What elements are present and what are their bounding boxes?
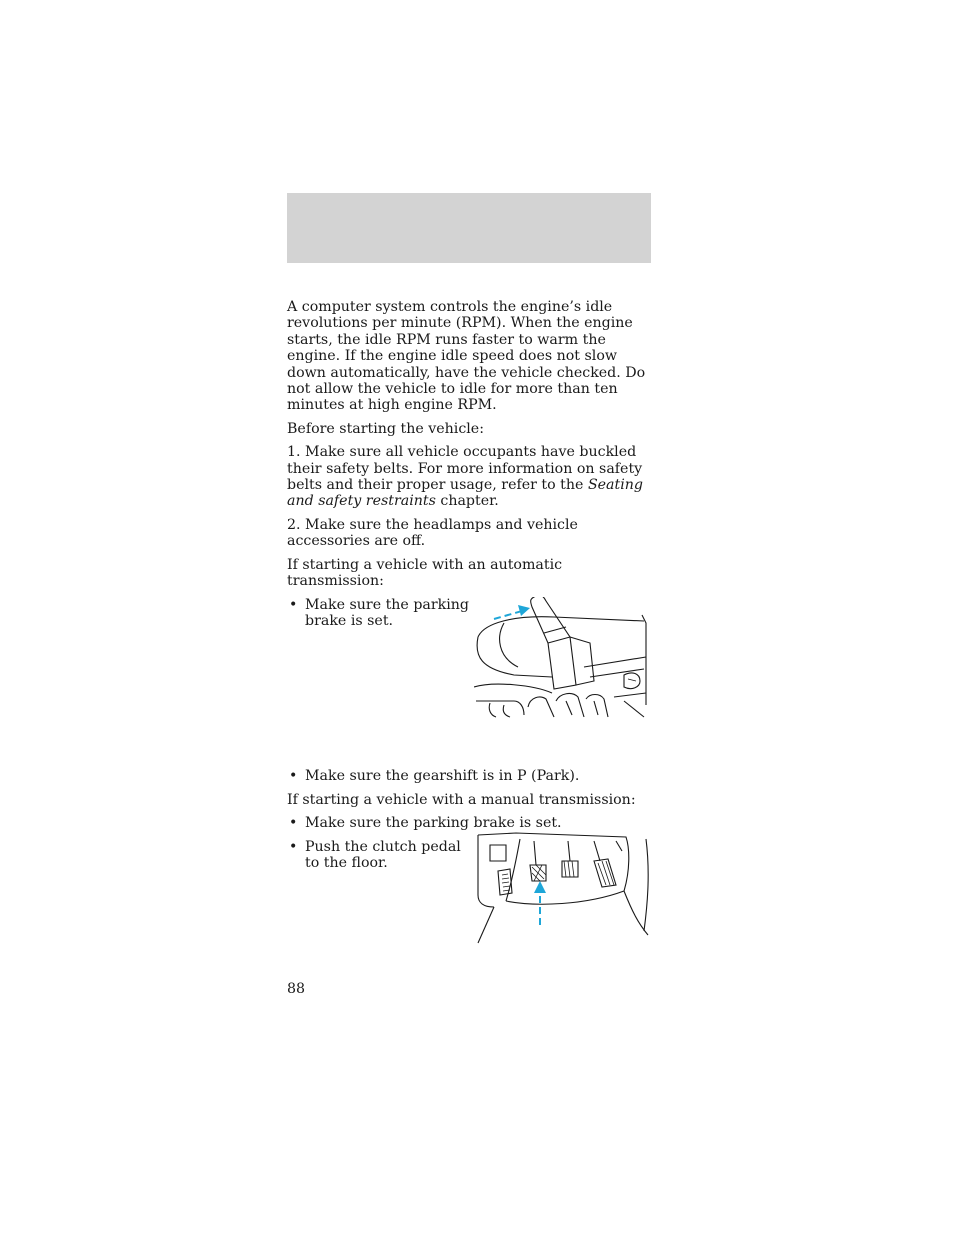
before-starting-text: Before starting the vehicle: <box>287 420 484 437</box>
step-1-prefix: 1. Make sure all vehicle occupants have buckled their safety belts. For more information on safety belts and their proper usage, refer to the <box>287 444 643 494</box>
automatic-transmission-heading: If starting a vehicle with an automatic transmission: <box>287 556 563 590</box>
step-1-suffix: chapter. <box>435 493 499 510</box>
seating-chapter-reference: Seating and safety restraints <box>287 477 643 510</box>
clutch-pedal-illustration <box>476 831 650 947</box>
clutch-pedal-row <box>287 839 651 872</box>
manual-transmission-heading: If starting a vehicle with a manual transmission: <box>287 791 636 808</box>
intro-paragraph: A computer system controls the engine’s idle revolutions per minute (RPM). When the engine starts, the idle RPM runs faster to warm the engine. If the engine idle speed does not slow down automatically, have the vehicle checked. Do not allow the vehicle to idle for more than ten minutes at high engine RPM. <box>287 299 646 414</box>
page-number: 88 <box>287 981 306 997</box>
page-content <box>287 299 651 978</box>
clutch-pedal-bullet: • Push the clutch pedal to the floor. <box>287 839 475 872</box>
manual-parking-brake-bullet: • Make sure the parking brake is set. <box>287 815 651 831</box>
parking-brake-illustration <box>474 597 650 723</box>
step-2: 2. Make sure the headlamps and vehicle accessories are off. <box>287 516 578 550</box>
chapter-header-box <box>287 193 651 263</box>
auto-parking-brake-bullet: • Make sure the parking brake is set. <box>287 597 475 630</box>
step-1 <box>287 444 651 510</box>
parking-brake-row <box>287 597 651 630</box>
gearshift-park-bullet: • Make sure the gearshift is in P (Park). <box>287 768 651 784</box>
